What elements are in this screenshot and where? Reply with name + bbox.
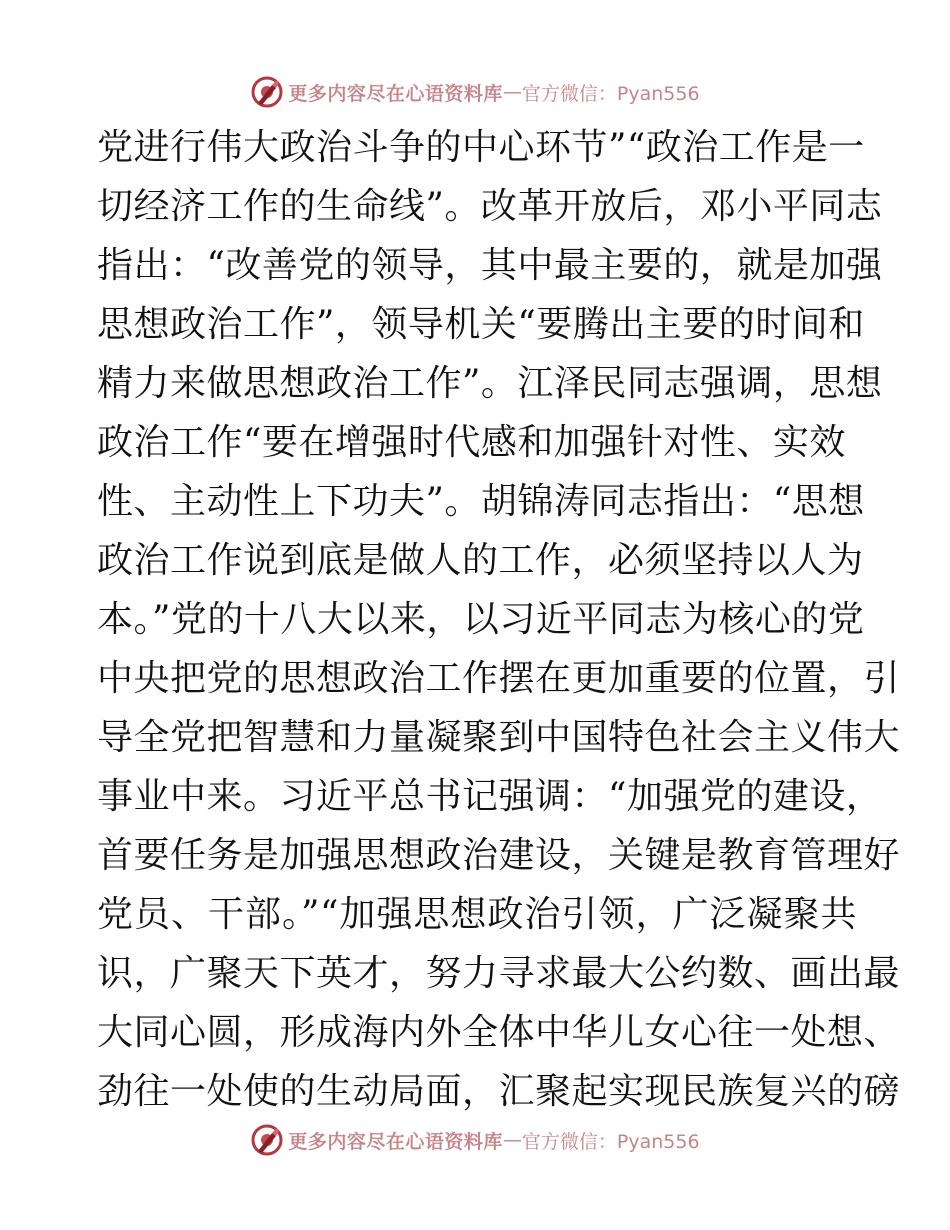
footer-site-text: 更多内容尽在心语资料库 xyxy=(288,1130,503,1153)
footer-contact-text: 官方微信：Pyan556 xyxy=(521,1130,700,1153)
text-line: 精力来做思想政治工作”。江泽民同志强调，思想 xyxy=(97,363,883,404)
text-line: 性、主动性上下功夫”。胡锦涛同志指出：“思想 xyxy=(97,481,865,522)
text-line: 大同心圆，形成海内外全体中华儿女心往一处想、 xyxy=(97,1012,901,1053)
text-line: 首要任务是加强思想政治建设，关键是教育管理好 xyxy=(97,835,901,876)
pen-logo-icon xyxy=(250,75,284,109)
header-contact-text: 官方微信：Pyan556 xyxy=(521,82,700,105)
text-line: 党进行伟大政治斗争的中心环节”“政治工作是一 xyxy=(97,127,865,168)
text-line: 指出：“改善党的领导，其中最主要的，就是加强 xyxy=(97,245,883,286)
footer-separator: — xyxy=(502,1129,522,1151)
text-line: 政治工作“要在增强时代感和加强针对性、实效 xyxy=(97,422,846,463)
text-line: 事业中来。习近平总书记强调：“加强党的建设， xyxy=(97,776,883,817)
text-line: 切经济工作的生命线”。改革开放后，邓小平同志 xyxy=(97,186,883,227)
footer-banner xyxy=(0,1120,950,1160)
header-separator: — xyxy=(502,81,522,103)
text-line: 识，广聚天下英才，努力寻求最大公约数、画出最 xyxy=(97,953,901,994)
text-line: 劲往一处使的生动局面，汇聚起实现民族复兴的磅 xyxy=(97,1071,901,1112)
text-line: 中央把党的思想政治工作摆在更加重要的位置，引 xyxy=(97,658,901,699)
text-line: 政治工作说到底是做人的工作，必须坚持以人为 xyxy=(97,540,864,581)
text-line: 导全党把智慧和力量凝聚到中国特色社会主义伟大 xyxy=(97,717,901,758)
text-line: 思想政治工作”，领导机关“要腾出主要的时间和 xyxy=(97,304,865,345)
text-line: 本。”党的十八大以来，以习近平同志为核心的党 xyxy=(97,599,865,640)
document-body xyxy=(97,118,901,1121)
pen-logo-icon xyxy=(250,1123,284,1157)
header-site-text: 更多内容尽在心语资料库 xyxy=(288,82,503,105)
text-line: 党员、干部。”“加强思想政治引领，广泛凝聚共 xyxy=(97,894,857,935)
header-banner xyxy=(0,72,950,112)
